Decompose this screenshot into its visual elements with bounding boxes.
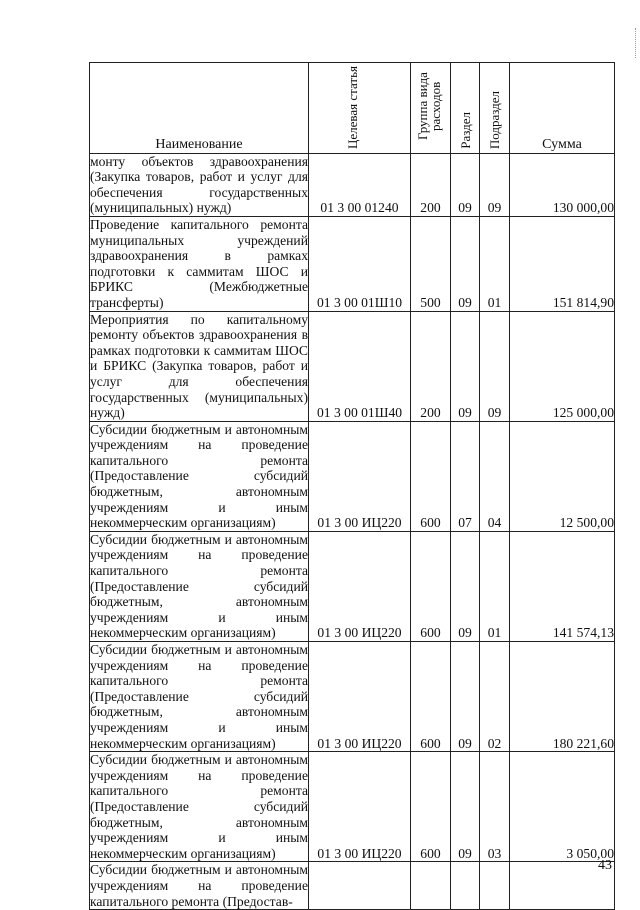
row-code	[309, 862, 411, 910]
table-row	[90, 752, 615, 862]
row-name: Субсидии бюджетным и автономным учреждениям на проведение капитального ремонта (Предоставление субсидий бюджетным, автономным учреждениям и иным некоммерческим организациям)	[90, 752, 308, 861]
row-group: 600	[411, 421, 451, 531]
row-name: Субсидии бюджетным и автономным учреждениям на проведение капитального ремонта (Предоставление субсидий бюджетным, автономным учреждениям и иным некоммерческим организациям)	[90, 421, 308, 531]
row-amount: 3 050,00	[510, 752, 615, 862]
row-name: Проведение капитального ремонта муниципальных учреждений здравоохранения в рамках подготовки к саммитам ШОС и БРИКС (Межбюджетные трансферты)	[90, 216, 308, 310]
row-group	[411, 862, 451, 910]
budget-table	[89, 62, 615, 910]
row-section	[451, 862, 480, 910]
header-subsection	[480, 63, 510, 154]
row-subsection: 01	[480, 216, 510, 311]
row-name: Мероприятия по капитальному ремонту объектов здравоохранения в рамках подготовки к саммитам ШОС и БРИКС (Закупка товаров, работ и услуг для обеспечения государственных (муниципальных) нужд)	[90, 311, 308, 421]
page-number: 43	[598, 858, 612, 873]
header-subsection-label: Подраздел	[487, 90, 502, 149]
row-group: 200	[411, 153, 451, 216]
header-name: Наименование	[90, 63, 309, 154]
row-subsection: 09	[480, 153, 510, 216]
row-code: 01 3 00 01240	[309, 153, 411, 216]
row-section: 09	[451, 153, 480, 216]
table-row	[90, 642, 615, 752]
row-section: 07	[451, 421, 480, 531]
header-code	[309, 63, 411, 154]
row-subsection: 01	[480, 531, 510, 641]
header-code-label: Целевая статья	[344, 65, 360, 149]
table-row	[90, 153, 615, 216]
row-amount: 130 000,00	[510, 153, 615, 216]
row-code: 01 3 00 01Ш10	[309, 216, 411, 311]
row-subsection: 09	[480, 311, 510, 421]
row-code: 01 3 00 ИЦ220	[309, 642, 411, 752]
scan-edge-mark	[635, 28, 638, 58]
row-amount: 180 221,60	[510, 642, 615, 752]
row-group: 600	[411, 752, 451, 862]
row-section: 09	[451, 531, 480, 641]
row-group: 500	[411, 216, 451, 311]
row-group: 200	[411, 311, 451, 421]
table-row	[90, 531, 615, 641]
row-code: 01 3 00 01Ш40	[309, 311, 411, 421]
row-name: Субсидии бюджетным и автономным учреждениям на проведение капитального ремонта (Предостав-	[90, 862, 308, 909]
row-subsection: 02	[480, 642, 510, 752]
row-code: 01 3 00 ИЦ220	[309, 531, 411, 641]
header-section	[451, 63, 480, 154]
row-section: 09	[451, 752, 480, 862]
row-name: Субсидии бюджетным и автономным учреждениям на проведение капитального ремонта (Предоставление субсидий бюджетным, автономным учреждениям и иным некоммерческим организациям)	[90, 642, 308, 751]
row-group: 600	[411, 642, 451, 752]
row-subsection: 03	[480, 752, 510, 862]
row-section: 09	[451, 216, 480, 311]
row-group: 600	[411, 531, 451, 641]
header-sum: Сумма	[510, 63, 615, 154]
row-name: Субсидии бюджетным и автономным учреждениям на проведение капитального ремонта (Предоставление субсидий бюджетным, автономным учреждениям и иным некоммерческим организациям)	[90, 531, 308, 641]
row-section: 09	[451, 311, 480, 421]
table-header-row	[90, 63, 615, 154]
table-row	[90, 311, 615, 421]
table-row	[90, 862, 615, 910]
table-body	[90, 153, 615, 910]
row-subsection	[480, 862, 510, 910]
row-subsection: 04	[480, 421, 510, 531]
row-name: монту объектов здравоохранения (Закупка товаров, работ и услуг для обеспечения государственных (муниципальных) нужд)	[90, 153, 308, 216]
table-row	[90, 421, 615, 531]
table-row	[90, 216, 615, 311]
row-section: 09	[451, 642, 480, 752]
row-code: 01 3 00 ИЦ220	[309, 421, 411, 531]
row-amount: 12 500,00	[510, 421, 615, 531]
header-section-label: Раздел	[457, 112, 473, 149]
row-amount: 141 574,13	[510, 531, 615, 641]
row-amount: 125 000,00	[510, 311, 615, 421]
row-amount: 151 814,90	[510, 216, 615, 311]
row-code: 01 3 00 ИЦ220	[309, 752, 411, 862]
header-group-label: Группа вида расходов	[414, 72, 443, 140]
header-group	[411, 63, 451, 154]
